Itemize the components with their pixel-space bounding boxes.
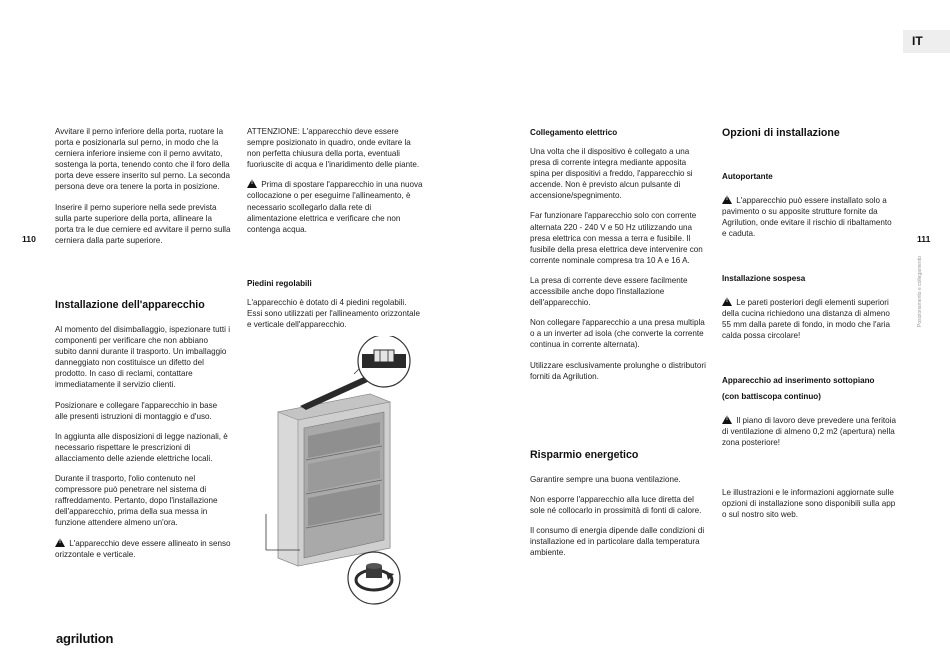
subheading-sospesa: Installazione sospesa bbox=[722, 274, 806, 283]
paragraph: Utilizzare esclusivamente prolunghe o distributori forniti da Agrilution. bbox=[530, 360, 706, 381]
paragraph: Far funzionare l'apparecchio solo con corrente alternata 220 - 240 V e 50 Hz utilizzando una presa elettrica con messa a terra e fusibile. Il fusibile della presa elettrica deve intervenire con corrente nominale compresa tra 10 A e 16 A. bbox=[530, 211, 703, 265]
paragraph: Le illustrazioni e le informazioni aggiornate sulle opzioni di installazione sono disponibili sulla app o sul nostro sito web. bbox=[722, 488, 896, 520]
paragraph: ATTENZIONE: L'apparecchio deve essere sempre posizionato in quadro, onde evitare la non perfetta chiusura della porta, eventuali fuoriuscite di acqua e l'inaridimento delle piante. bbox=[247, 127, 420, 170]
heading-risparmio: Risparmio energetico bbox=[530, 449, 639, 461]
column-3-bottom bbox=[530, 474, 706, 559]
side-section-label: Posizionamento e collegamento bbox=[917, 256, 923, 327]
appliance-cabinet bbox=[278, 394, 390, 566]
warning-icon bbox=[55, 538, 65, 547]
page-number-left: 110 bbox=[22, 234, 36, 244]
warning-paragraph bbox=[722, 297, 898, 341]
paragraph: Al momento del disimballaggio, ispezionare tutti i componenti per verificare che non abbiano subito danni durante il trasporto. Un imballaggio danneggiato non costituisce un difetto del prodotto. In caso di reclami, contattare immediatamente il servizio clienti. bbox=[55, 325, 231, 390]
column-4-part-2 bbox=[722, 297, 898, 341]
warning-paragraph bbox=[722, 415, 898, 448]
column-3-body bbox=[530, 146, 706, 382]
warning-text: Prima di spostare l'apparecchio in una nuova collocazione o per eseguirne l'allineamento, è necessario scollegarlo dalla rete di alimentazione elettrica e verificare che non contenga acqua. bbox=[247, 180, 423, 234]
column-4-part-4 bbox=[722, 487, 900, 520]
paragraph: Una volta che il dispositivo è collegato a una presa di corrente integra mediante apposita spina per dispositivi a freddo, l'apparecchio si accende. Non è previsto alcun pulsante di accensione/spegnimento. bbox=[530, 147, 693, 201]
subheading-sottopiano bbox=[722, 375, 902, 402]
warning-text: Il piano di lavoro deve prevedere una feritoia di ventilazione di almeno 0,2 m2 (apertura) nella zona posteriore! bbox=[722, 416, 896, 448]
paragraph: Il consumo di energia dipende dalle condizioni di installazione ed in particolare dalla temperatura ambiente. bbox=[530, 526, 705, 558]
language-tab: IT bbox=[903, 30, 950, 53]
column-4-part-1 bbox=[722, 195, 898, 239]
paragraph: La presa di corrente deve essere facilmente accessibile anche dopo l'installazione dell'apparecchio. bbox=[530, 275, 688, 308]
page-number-right: 111 bbox=[917, 234, 931, 244]
subheading-autoportante: Autoportante bbox=[722, 172, 773, 181]
warning-icon bbox=[722, 297, 732, 306]
paragraph: Non collegare l'apparecchio a una presa multipla o a un inverter ad isola (che converte la corrente continua in corrente alternata). bbox=[530, 318, 705, 350]
paragraph: Garantire sempre una buona ventilazione. bbox=[530, 475, 681, 484]
column-2-top bbox=[247, 126, 423, 235]
brand-logo: agrilution bbox=[56, 631, 114, 646]
warning-text: L'apparecchio può essere installato solo a pavimento o su apposite strutture fornite da Agrilution, onde evitare il rischio di ribaltamento e caduta. bbox=[722, 196, 892, 239]
appliance-leveling-illustration bbox=[262, 336, 422, 608]
heading-opzioni: Opzioni di installazione bbox=[722, 127, 840, 139]
warning-paragraph bbox=[247, 179, 423, 234]
warning-icon bbox=[722, 415, 732, 424]
subheading-sottopiano-line-1: Apparecchio ad inserimento sottopiano bbox=[722, 376, 875, 385]
warning-paragraph bbox=[55, 538, 231, 560]
paragraph: In aggiunta alle disposizioni di legge nazionali, è necessario rispettare le prescrizioni di allacciamento delle aziende elettriche locali. bbox=[55, 431, 228, 463]
column-1-top bbox=[55, 126, 231, 246]
column-1-body bbox=[55, 324, 231, 560]
paragraph: Non esporre l'apparecchio alla luce diretta del sole né collocarlo in prossimità di fonti di calore. bbox=[530, 495, 702, 516]
subheading-collegamento: Collegamento elettrico bbox=[530, 128, 618, 137]
warning-text: Le pareti posteriori degli elementi superiori della cucina richiedono una distanza di almeno 55 mm dalla parete di fondo, in modo che l'aria calda possa circolare! bbox=[722, 298, 891, 341]
column-4-part-3 bbox=[722, 415, 898, 448]
paragraph: Avvitare il perno inferiore della porta, ruotare la porta e posizionarla sul perno, in modo che la cerniera inferiore insieme con il perno avvitato, sostenga la porta, tenendo conto che il foro della porta deve essere inserito sul perno. La seconda persona deve ora tenere la porta in posizione. bbox=[55, 127, 231, 192]
warning-paragraph bbox=[722, 195, 898, 239]
warning-icon bbox=[722, 195, 732, 204]
heading-installazione: Installazione dell'apparecchio bbox=[55, 299, 205, 311]
column-2-body bbox=[247, 297, 423, 330]
warning-icon bbox=[247, 179, 257, 188]
warning-text: L'apparecchio deve essere allineato in senso orizzontale e verticale. bbox=[55, 538, 231, 559]
subheading-sottopiano-line-2: (con battiscopa continuo) bbox=[722, 392, 821, 401]
subheading-piedini: Piedini regolabili bbox=[247, 279, 312, 288]
paragraph: Inserire il perno superiore nella sede prevista sulla parte superiore della porta, allineare la porta tra le due cerniere ed avvitare il perno sulla cerniera dalla parte superiore. bbox=[55, 202, 231, 245]
paragraph: Posizionare e collegare l'apparecchio in base alle presenti istruzioni di montaggio e d'uso. bbox=[55, 400, 218, 421]
paragraph: L'apparecchio è dotato di 4 piedini regolabili. Essi sono utilizzati per l'allineamento orizzontale e verticale dell'apparecchio. bbox=[247, 298, 420, 330]
paragraph: Durante il trasporto, l'olio contenuto nel compressore può penetrare nel sistema di raffreddamento. Pertanto, dopo l'installazione dell'apparecchio, prima della sua messa in funzione attendere almeno un'ora. bbox=[55, 474, 218, 528]
